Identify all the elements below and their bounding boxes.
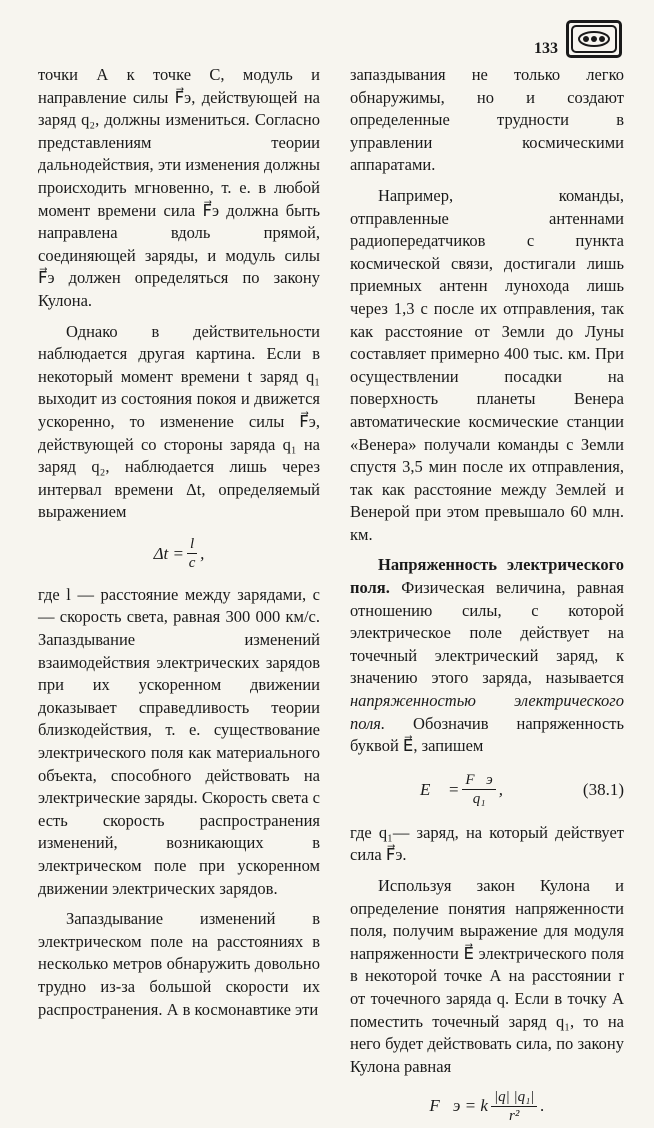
- equation-38-1: [350, 764, 624, 816]
- fraction-numerator: l: [187, 535, 197, 554]
- equation-number: (38.1): [582, 779, 624, 799]
- definition-tail: Обозначив напряженность буквой E⃗, запишем: [350, 713, 624, 756]
- formula-delta-t: [38, 532, 320, 576]
- fraction-numerator: |q| |q₁|: [491, 1088, 537, 1107]
- equation-lhs: E⃗ =: [420, 779, 460, 799]
- paragraph-definition: [350, 554, 624, 757]
- fraction-numerator: F⃗э: [462, 771, 495, 790]
- definition-text: Физическая величина, равная отношению силы, с которой электрическое поле действует на точечный электрический заряд, к значению этого заряда, называется: [350, 578, 624, 688]
- paragraph: точки А к точке С, модуль и направление силы F⃗э, действующей на заряд q₂, должны измениться. Согласно представлениям теории дальнодействия, эти изменения должны происходить мгновенно, т. е. в любой момент времени сила F⃗э должна быть направлена вдоль прямой, соединяющей заряды, и модуль силы F⃗э должен определяться по закону Кулона.: [38, 65, 320, 310]
- paragraph: Используя закон Кулона и определение понятия напряженности поля, получим выражение для модуля напряженности E⃗ электрического поля в некоторой точке А на расстоянии r от точечного заряда q. Если в точку А поместить точечный заряд q₁, то на него будет действовать сила, по закону Кулона равная: [350, 876, 624, 1076]
- formula-lhs: F⃗э = k: [429, 1096, 488, 1116]
- paragraph: где l — расстояние между зарядами, c — скорость света, равная 300 000 км/с. Запаздывание изменений взаимодействия электрических зарядов при их ускоренном движении доказывает справедливость теории близкодействия, т. е. существование электрического поля как материального объекта, способного действовать на электрические заряды. Скорость света с есть скорость распространения изменений, возникающих в электрическом поле при ускоренном движении электрических зарядов.: [38, 584, 320, 898]
- paragraph: где q₁— заряд, на который действует сила F⃗э.: [350, 822, 624, 865]
- paragraph: Например, команды, отправленные антеннами радиопередатчиков с пункта космической связи, достигали лишь приемных антенн лунохода лишь через 1,3 с после их отправления, так как расстояние от Земли до Луны составляет примерно 400 тыс. км. При осуществлении посадки на поверхность планеты Венера автоматические космические станции «Венера» получали команды с Земли спустя 3,5 мин после их отправления, так как расстояние между Землей и Венерой при этом превышало 60 млн. км.: [350, 185, 624, 544]
- equation-tail: ,: [498, 779, 504, 799]
- section-heading: Напряженность электрического поля.: [350, 555, 624, 598]
- formula-tail: .: [540, 1096, 545, 1116]
- right-column: [350, 64, 624, 1128]
- equation-body: [420, 771, 503, 808]
- fraction-denominator: c: [188, 555, 196, 572]
- fraction: [187, 535, 197, 572]
- formula-coulomb: [350, 1084, 624, 1128]
- definition-term: напряженностью электрического поля.: [350, 691, 624, 733]
- formula-lhs: Δt =: [153, 543, 184, 563]
- fraction-denominator: r²: [509, 1107, 520, 1124]
- formula-tail: ,: [200, 543, 205, 563]
- fraction-denominator: q₁: [472, 791, 486, 808]
- paragraph: Однако в действительности наблюдается другая картина. Если в некоторый момент времени t заряд q₁ выходит из состояния покоя и движется ускоренно, то изменение силы F⃗э, действующей со стороны заряда q₁ на заряд q₂, наблюдается лишь через интервал времени Δt, определяемый выражением: [38, 321, 320, 522]
- paragraph: запаздывания не только легко обнаружимы, но и создают определенные трудности в управлении космическими аппаратами.: [350, 65, 624, 175]
- paragraph: Запаздывание изменений в электрическом поле на расстояниях в несколько метров обнаружить довольно трудно из-за большой скорости их распространения. А в космонавтике эти: [38, 909, 320, 1019]
- left-column: [38, 64, 320, 1021]
- fraction: [462, 771, 495, 808]
- book-emblem-icon: [566, 20, 622, 58]
- fraction: [491, 1088, 537, 1125]
- page-number: 133: [534, 40, 558, 57]
